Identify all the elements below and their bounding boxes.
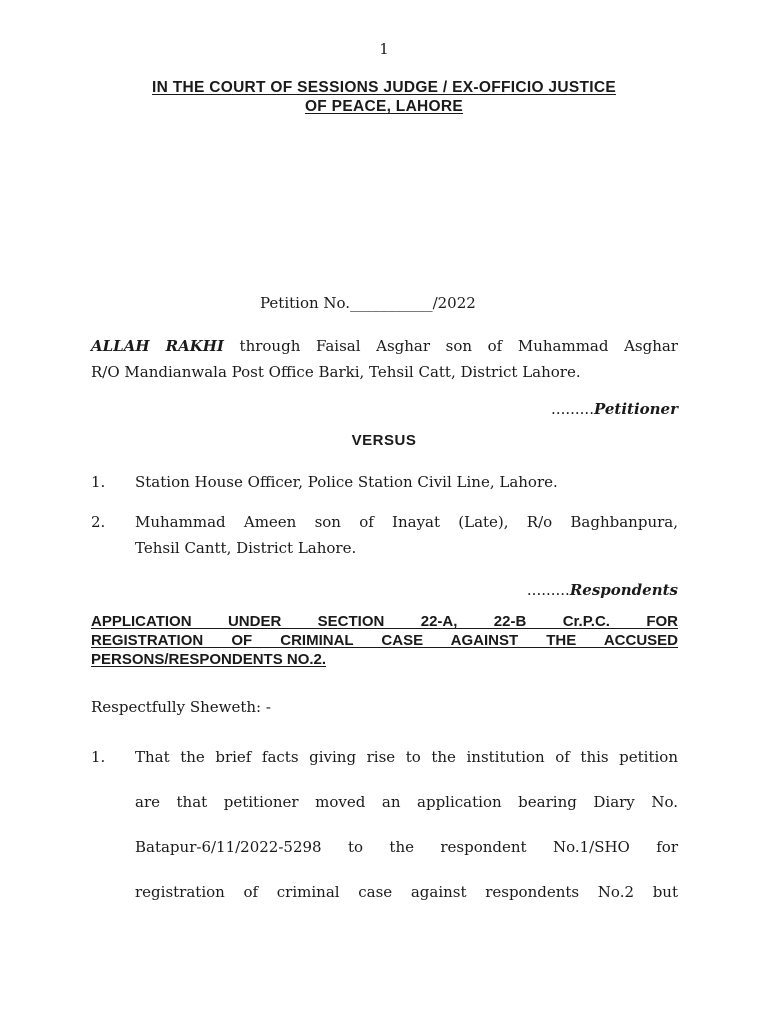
petitioner-line-1 — [91, 333, 678, 359]
respondents-label-text: Respondents — [569, 581, 678, 599]
respondents-label-dots: ......... — [526, 581, 570, 599]
respondents-label — [527, 581, 678, 599]
petitioner-line-2: R/O Mandianwala Post Office Barki, Tehsil Catt, District Lahore. — [91, 363, 581, 381]
respondent-2-line-2: Tehsil Cantt, District Lahore. — [135, 539, 357, 557]
petitioner-line-1-rest: through Faisal Asghar son of Muhammad Asghar — [239, 337, 678, 355]
respondent-1-line-1: Station House Officer, Police Station Civil Line, Lahore. — [135, 473, 558, 491]
respondent-1-number: 1. — [91, 473, 106, 491]
page-number: 1 — [379, 40, 389, 58]
respondent-1-text — [135, 469, 678, 495]
application-heading-line-1: APPLICATION UNDER SECTION 22-A, 22-B Cr.P.C. FOR — [91, 613, 678, 630]
salutation: Respectfully Sheweth: - — [91, 698, 271, 716]
petition-number: Petition No.___________/2022 — [260, 294, 476, 312]
petitioner-label — [551, 400, 678, 418]
petitioner-details — [91, 333, 678, 385]
fact-1-line-4: registration of criminal case against respondents No.2 but — [135, 883, 678, 901]
respondent-2-text — [135, 509, 678, 561]
versus-heading: VERSUS — [351, 432, 417, 449]
court-title-line-1: IN THE COURT OF SESSIONS JUDGE / EX-OFFICIO JUSTICE — [152, 79, 616, 96]
fact-1-line-3: Batapur-6/11/2022-5298 to the respondent No.1/SHO for — [135, 838, 678, 856]
fact-1-number: 1. — [91, 748, 106, 766]
application-heading-line-2: REGISTRATION OF CRIMINAL CASE AGAINST THE ACCUSED — [91, 632, 678, 649]
court-title-line-2: OF PEACE, LAHORE — [304, 98, 464, 115]
fact-1-line-1: That the brief facts giving rise to the institution of this petition — [135, 748, 678, 766]
petitioner-label-text: Petitioner — [593, 400, 678, 418]
petitioner-label-dots: ......... — [551, 400, 594, 418]
respondent-2-number: 2. — [91, 513, 106, 531]
court-title — [60, 78, 708, 116]
respondent-2-line-1: Muhammad Ameen son of Inayat (Late), R/o Baghbanpura, — [135, 513, 678, 531]
application-heading-line-3: PERSONS/RESPONDENTS NO.2. — [91, 651, 327, 668]
fact-1-line-2: are that petitioner moved an application bearing Diary No. — [135, 793, 678, 811]
application-heading — [91, 612, 678, 669]
petitioner-name: ALLAH RAKHI — [91, 337, 224, 355]
